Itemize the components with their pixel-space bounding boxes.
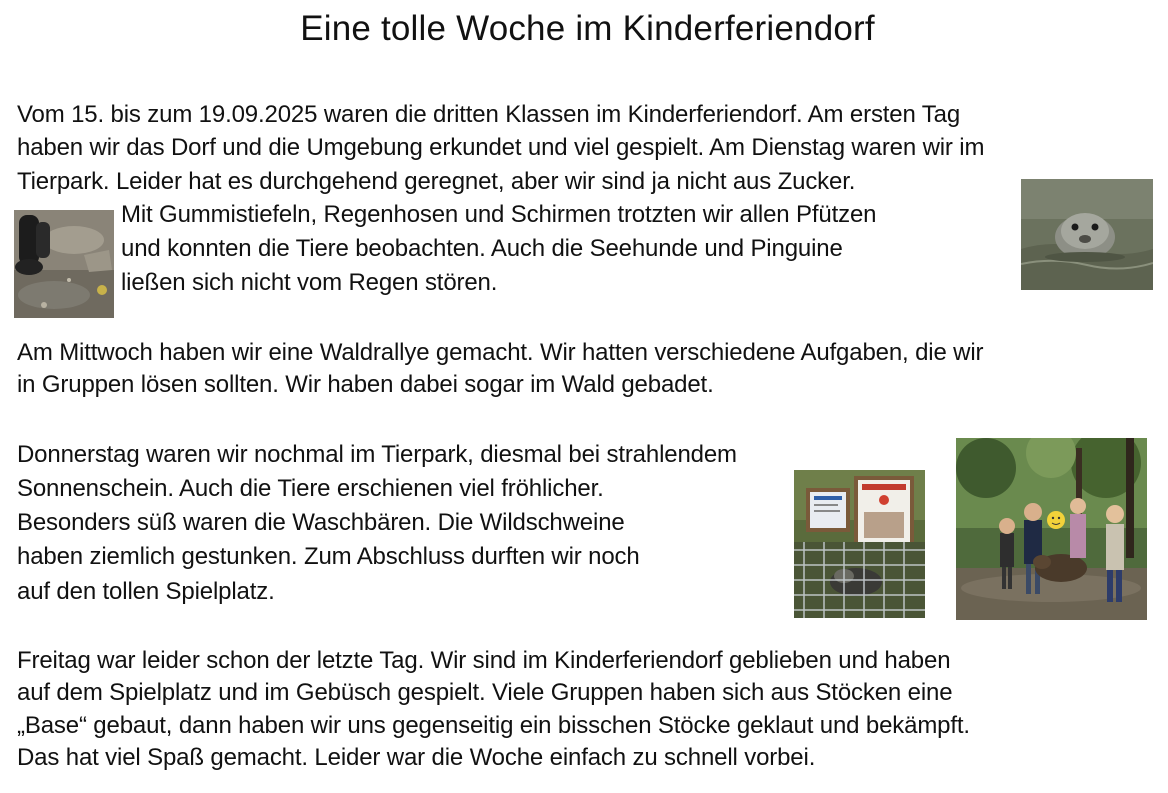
page-title: Eine tolle Woche im Kinderferiendorf bbox=[300, 9, 875, 48]
paragraph-1-line-3: Tierpark. Leider hat es durchgehend geregnet, aber wir sind ja nicht aus Zucker. bbox=[17, 168, 856, 195]
paragraph-4-line-3: „Base“ gebaut, dann haben wir uns gegenseitig ein bisschen Stöcke geklaut und bekämpft. bbox=[17, 712, 970, 739]
paragraph-4-line-1: Freitag war leider schon der letzte Tag. Wir sind im Kinderferiendorf geblieben und haben bbox=[17, 647, 951, 674]
paragraph-3-line-1: Donnerstag waren wir nochmal im Tierpark, diesmal bei strahlendem bbox=[17, 441, 737, 468]
paragraph-3-line-4: haben ziemlich gestunken. Zum Abschluss durften wir noch bbox=[17, 543, 640, 570]
paragraph-3-line-3: Besonders süß waren die Waschbären. Die Wildschweine bbox=[17, 509, 625, 536]
paragraph-4-line-2: auf dem Spielplatz und im Gebüsch gespielt. Viele Gruppen haben sich aus Stöcken eine bbox=[17, 679, 953, 706]
paragraph-1-line-1: Vom 15. bis zum 19.09.2025 waren die dritten Klassen im Kinderferiendorf. Am ersten Tag bbox=[17, 101, 961, 128]
raccoon-enclosure-photo bbox=[794, 470, 925, 618]
paragraph-1-line-4: Mit Gummistiefeln, Regenhosen und Schirmen trotzten wir allen Pfützen bbox=[121, 201, 877, 228]
paragraph-3-line-2: Sonnenschein. Auch die Tiere erschienen viel fröhlicher. bbox=[17, 475, 604, 502]
paragraph-1-line-6: ließen sich nicht vom Regen stören. bbox=[121, 269, 498, 296]
paragraph-2-line-1: Am Mittwoch haben wir eine Waldrallye gemacht. Wir hatten verschiedene Aufgaben, die wir bbox=[17, 339, 984, 366]
paragraph-3-line-5: auf den tollen Spielplatz. bbox=[17, 578, 275, 605]
children-group-photo bbox=[956, 438, 1147, 620]
paragraph-1-line-5: und konnten die Tiere beobachten. Auch die Seehunde und Pinguine bbox=[121, 235, 843, 262]
paragraph-2-line-2: in Gruppen lösen sollten. Wir haben dabei sogar im Wald gebadet. bbox=[17, 371, 714, 398]
paragraph-1-line-2: haben wir das Dorf und die Umgebung erkundet und viel gespielt. Am Dienstag waren wir im bbox=[17, 134, 985, 161]
paragraph-4-line-4: Das hat viel Spaß gemacht. Leider war die Woche einfach zu schnell vorbei. bbox=[17, 744, 816, 771]
seal-photo bbox=[1021, 179, 1153, 290]
rain-boots-photo bbox=[14, 210, 114, 318]
